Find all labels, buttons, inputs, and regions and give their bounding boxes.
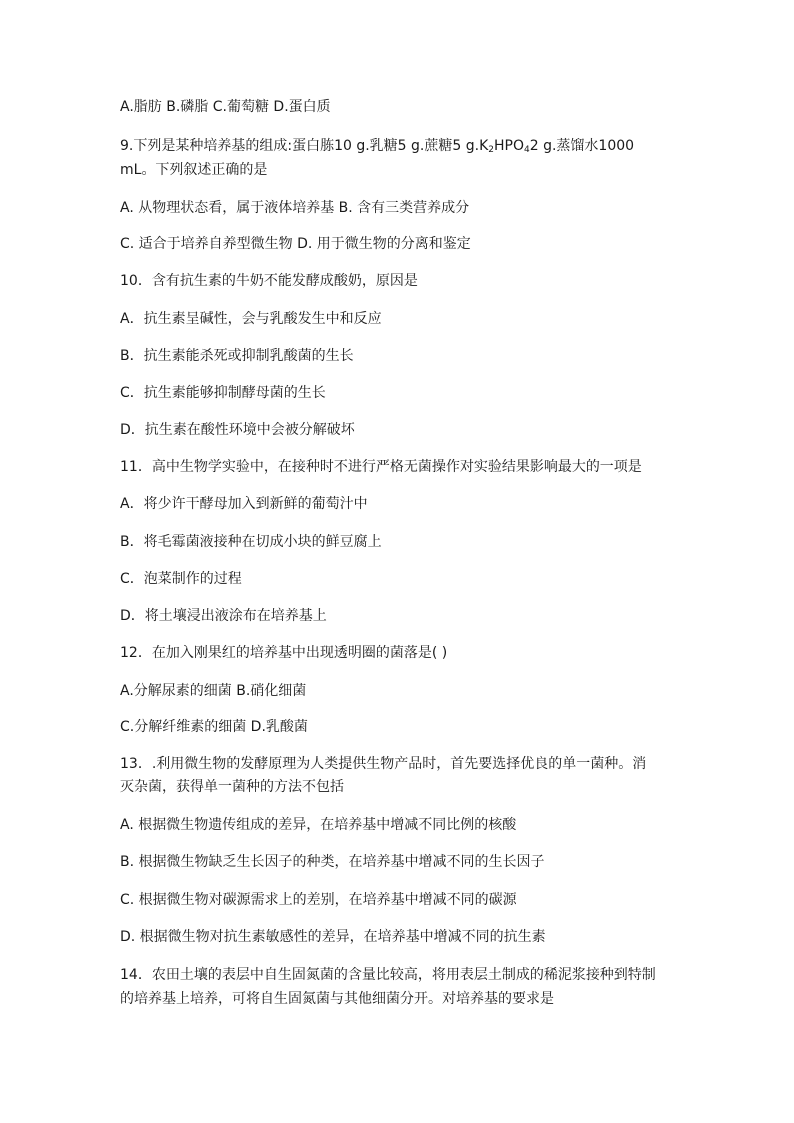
q13-option-c: C. 根据微生物对碳源需求上的差别，在培养基中增减不同的碳源 bbox=[120, 892, 517, 908]
q10-option-c: C．抗生素能够抑制酵母菌的生长 bbox=[120, 385, 326, 401]
q9-stem-line2: mL。下列叙述正确的是 bbox=[120, 162, 268, 178]
q9-stem-part1: 9.下列是某种培养基的组成:蛋白胨10 g.乳糖5 g.蔗糖5 g.K bbox=[120, 138, 489, 154]
q8-options: A.脂肪 B.磷脂 C.葡萄糖 D.蛋白质 bbox=[120, 99, 331, 115]
q9-subscript-4: 4 bbox=[523, 145, 530, 155]
q12-stem: 12．在加入刚果红的培养基中出现透明圈的菌落是( ) bbox=[120, 645, 448, 661]
q11-option-a: A．将少许干酵母加入到新鲜的葡萄汁中 bbox=[120, 496, 368, 512]
q13-option-a: A. 根据微生物遗传组成的差异，在培养基中增减不同比例的核酸 bbox=[120, 817, 517, 833]
q11-option-c: C．泡菜制作的过程 bbox=[120, 571, 242, 587]
q9-stem-line1 bbox=[120, 136, 690, 160]
q11-stem: 11．高中生物学实验中，在接种时不进行严格无菌操作对实验结果影响最大的一项是 bbox=[120, 459, 642, 475]
q10-option-a: A．抗生素呈碱性，会与乳酸发生中和反应 bbox=[120, 311, 382, 327]
q12-options-ab: A.分解尿素的细菌 B.硝化细菌 bbox=[120, 683, 307, 699]
q10-stem: 10．含有抗生素的牛奶不能发酵成酸奶，原因是 bbox=[120, 273, 418, 289]
q9-stem-part3: 2 g.蒸馏水1000 bbox=[529, 138, 635, 154]
q11-option-d: D．将土壤浸出液涂布在培养基上 bbox=[120, 608, 327, 624]
q12-options-cd: C.分解纤维素的细菌 D.乳酸菌 bbox=[120, 719, 308, 735]
q9-options-ab: A. 从物理状态看，属于液体培养基 B. 含有三类营养成分 bbox=[120, 200, 470, 216]
q11-option-b: B．将毛霉菌液接种在切成小块的鲜豆腐上 bbox=[120, 534, 382, 550]
q10-option-b: B．抗生素能杀死或抑制乳酸菌的生长 bbox=[120, 348, 354, 364]
q14-stem-line2: 的培养基上培养，可将自生固氮菌与其他细菌分开。对培养基的要求是 bbox=[120, 991, 554, 1007]
q9-options-cd: C. 适合于培养自养型微生物 D. 用于微生物的分离和鉴定 bbox=[120, 236, 471, 252]
q13-stem-line2: 灭杂菌，获得单一菌种的方法不包括 bbox=[120, 779, 344, 795]
q9-stem-part2: HPO bbox=[493, 138, 524, 154]
q13-option-b: B. 根据微生物缺乏生长因子的种类，在培养基中增减不同的生长因子 bbox=[120, 854, 545, 870]
q13-option-d: D. 根据微生物对抗生素敏感性的差异，在培养基中增减不同的抗生素 bbox=[120, 929, 546, 945]
q14-stem-line1: 14．农田土壤的表层中自生固氮菌的含量比较高，将用表层土制成的稀泥浆接种到特制 bbox=[120, 967, 656, 983]
q10-option-d: D．抗生素在酸性环境中会被分解破坏 bbox=[120, 422, 355, 438]
q9-subscript-2: 2 bbox=[488, 145, 494, 155]
q13-stem-line1: 13．.利用微生物的发酵原理为人类提供生物产品时，首先要选择优良的单一菌种。消 bbox=[120, 756, 647, 772]
